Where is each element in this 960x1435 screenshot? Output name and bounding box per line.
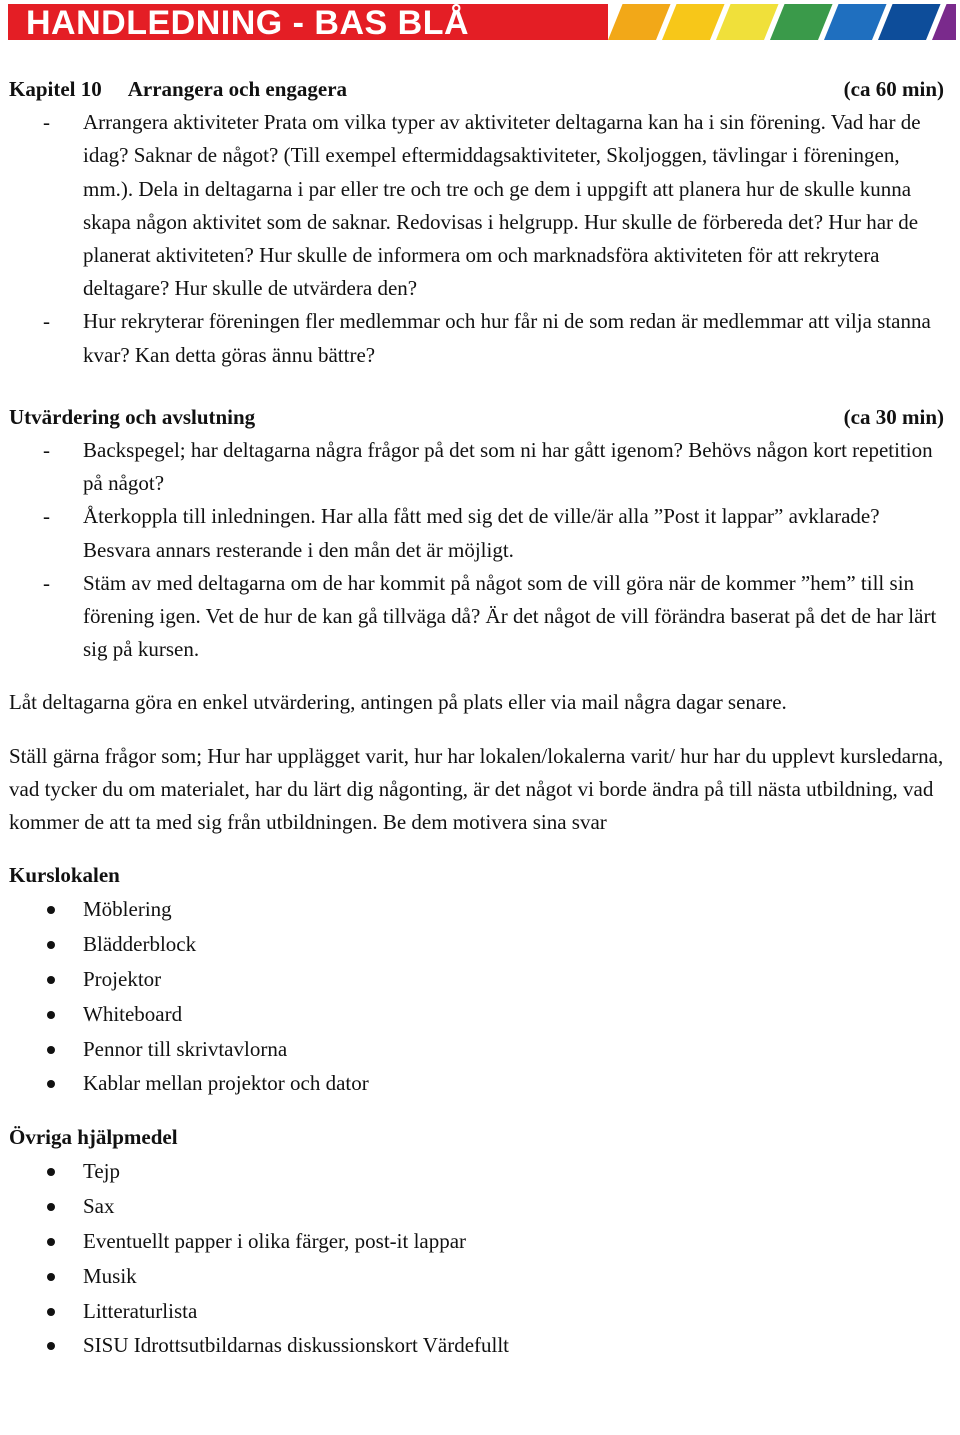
- evaluation-list: [9, 434, 944, 666]
- evaluation-paragraph-2: Ställ gärna frågor som; Hur har upplägget varit, hur har lokalen/lokalerna varit/ hur har du upplevt kursledarna, vad tycker du om materialet, har du lärt dig någonting, är det något vi borde ändra på till nästa utbildning, vad kommer de att ta med sig från utbildningen. Be dem motivera sina svar: [9, 743, 944, 835]
- list-item: Kablar mellan projektor och dator: [9, 1066, 944, 1101]
- list-item: Musik: [9, 1259, 944, 1294]
- list-item: SISU Idrottsutbildarnas diskussionskort Värdefullt: [9, 1328, 944, 1363]
- evaluation-title: Utvärdering och avslutning: [9, 404, 256, 429]
- chapter-10-heading: [9, 73, 944, 106]
- ovriga-list: [9, 1154, 944, 1363]
- kurslokalen-list: [9, 892, 944, 1101]
- list-item: - Hur rekryterar föreningen fler medlemmar och hur får ni de som redan är medlemmar att vilja stanna kvar? Kan detta göras ännu bättre?: [9, 305, 944, 371]
- list-item: Whiteboard: [9, 997, 944, 1032]
- banner-stripe-6: [878, 4, 941, 40]
- chapter-label: Kapitel 10: [9, 77, 102, 101]
- list-item: Eventuellt papper i olika färger, post-it lappar: [9, 1224, 944, 1259]
- list-item: - Stäm av med deltagarna om de har kommit på något som de vill göra när de kommer ”hem” till sin förening igen. Vet de hur de kan gå tillväga då? Är det något de vill förändra baserat på det de har lärt sig på kursen.: [9, 567, 944, 667]
- list-item: Litteraturlista: [9, 1294, 944, 1329]
- banner-stripe-5: [824, 4, 887, 40]
- banner-stripe-3: [716, 4, 779, 40]
- list-item: - Återkoppla till inledningen. Har alla fått med sig det de ville/är alla ”Post it lappar” avklarade? Besvara annars resterande i den mån det är möjligt.: [9, 500, 944, 566]
- list-item: - Backspegel; har deltagarna några frågor på det som ni har gått igenom? Behövs någon kort repetition på något?: [9, 434, 944, 500]
- list-item: Tejp: [9, 1154, 944, 1189]
- list-item: Sax: [9, 1189, 944, 1224]
- banner-title: HANDLEDNING - BAS BLÅ: [26, 4, 470, 40]
- header-banner: [8, 4, 956, 40]
- list-item: Projektor: [9, 962, 944, 997]
- kurslokalen-title: Kurslokalen: [9, 863, 120, 888]
- chapter-10-heading-left: [9, 73, 347, 106]
- banner-stripe-2: [662, 4, 725, 40]
- banner-stripe-1: [608, 4, 671, 40]
- evaluation-paragraph-1: Låt deltagarna göra en enkel utvärdering, antingen på plats eller via mail några dagar senare.: [9, 690, 787, 715]
- ovriga-title: Övriga hjälpmedel: [9, 1125, 178, 1150]
- list-item: - Arrangera aktiviteter Prata om vilka typer av aktiviteter deltagarna kan ha i sin förening. Vad har de idag? Saknar de något? (Till exempel eftermiddagsaktiviteter, Skoljoggen, tävlingar i föreningen, mm.). Dela in deltagarna i par eller tre och tre och ge dem i uppgift att planera hur de skulle kunna skapa någon aktivitet som de saknar. Redovisas i helgrupp. Hur skulle de förbereda det? Hur har de planerat aktiviteten? Hur skulle de informera om och marknadsföra aktiviteten för att rekrytera deltagare? Hur skulle de utvärdera den?: [9, 106, 944, 305]
- chapter-title: Arrangera och engagera: [127, 77, 348, 101]
- list-item: Blädderblock: [9, 927, 944, 962]
- banner-stripe-4: [770, 4, 833, 40]
- chapter-time: (ca 60 min): [843, 77, 944, 101]
- evaluation-heading: [9, 401, 944, 434]
- evaluation-time: (ca 30 min): [843, 404, 944, 429]
- chapter-10-list: [9, 106, 944, 372]
- document-body: [9, 73, 944, 1363]
- list-item: Möblering: [9, 892, 944, 927]
- list-item: Pennor till skrivtavlorna: [9, 1032, 944, 1067]
